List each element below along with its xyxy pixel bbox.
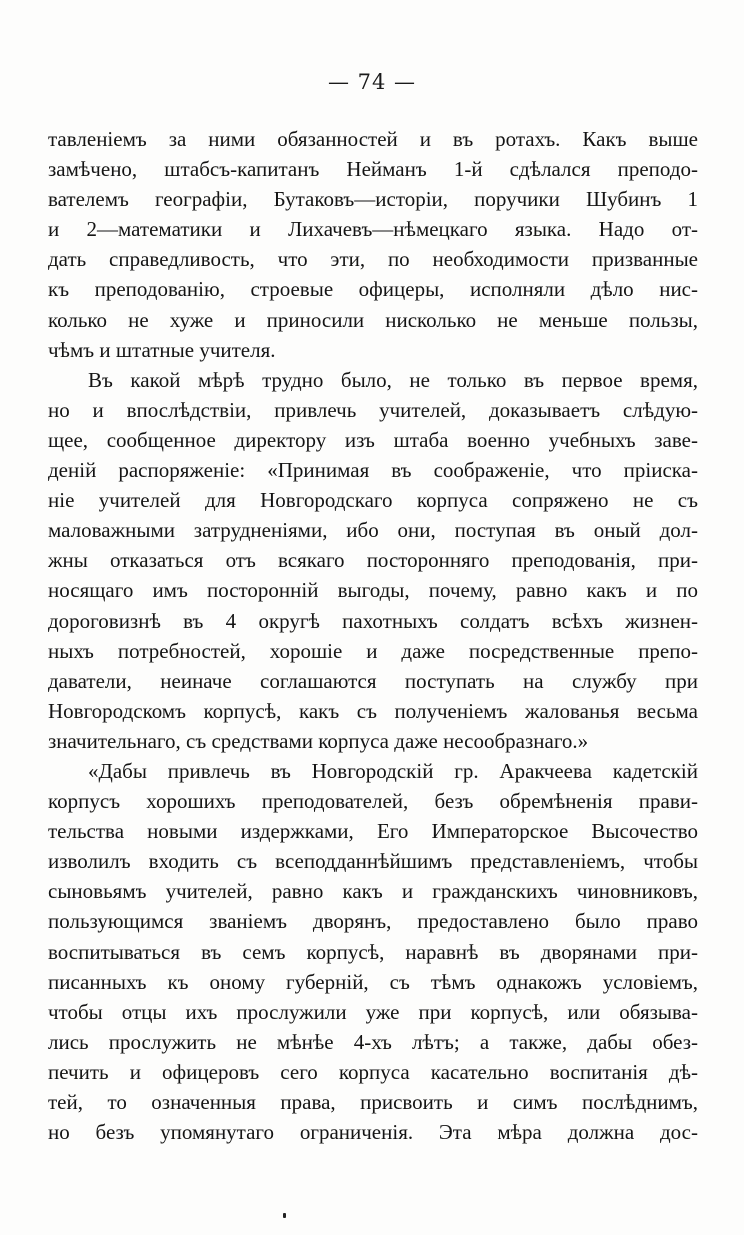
text-line: лись прослужить не мѣнѣе 4-хъ лѣтъ; а также, дабы обез- [48, 1029, 698, 1054]
text-line: значительнаго, съ средствами корпуса даже несообразнаго.» [48, 728, 589, 753]
ink-speck [283, 1213, 286, 1218]
text-line: пользующимся званіемъ дворянъ, предоставлено было право [48, 909, 698, 934]
text-line: но безъ упомянутаго ограниченія. Эта мѣра должна дос- [48, 1120, 698, 1145]
text-line: Новгородскомъ корпусѣ, какъ съ полученіемъ жалованья весьма [48, 698, 698, 723]
body-text [48, 124, 698, 1147]
text-line: чѣмъ и штатные учителя. [48, 337, 276, 362]
text-line: ніе учителей для Новгородскаго корпуса сопряжено не съ [48, 488, 698, 513]
text-line: но и впослѣдствіи, привлечь учителей, доказываетъ слѣдую- [48, 397, 698, 422]
text-line: даватели, неиначе соглашаются поступать на службу при [48, 668, 698, 693]
paragraph-start-line: Въ какой мѣрѣ трудно было, не только въ первое время, [88, 367, 698, 392]
text-line: печить и офицеровъ сего корпуса касательно воспитанія дѣ- [48, 1059, 698, 1084]
text-line: замѣчено, штабсъ-капитанъ Нейманъ 1-й сдѣлался преподо- [48, 157, 698, 182]
text-line: чтобы отцы ихъ прослужили уже при корпусѣ, или обязыва- [48, 999, 698, 1024]
text-line: маловажными затрудненіями, ибо они, поступая въ оный дол- [48, 518, 698, 543]
text-line: колько не хуже и приносили нисколько не меньше пользы, [48, 307, 698, 332]
text-line: тей, то означенныя права, присвоить и симъ послѣднимъ, [48, 1090, 698, 1114]
text-line: тавленіемъ за ними обязанностей и въ ротахъ. Какъ выше [48, 127, 698, 151]
text-line: воспитываться въ семъ корпусѣ, наравнѣ въ дворянами при- [48, 939, 698, 964]
text-line: дать справедливость, что эти, по необходимости призванные [48, 247, 698, 272]
paragraph-start-line: «Дабы привлечь въ Новгородскій гр. Аракчеева кадетскій [88, 758, 698, 783]
text-line: и 2—математики и Лихачевъ—нѣмецкаго языка. Надо от- [48, 217, 698, 242]
page-number: — 74 — [327, 70, 417, 94]
text-line: сыновьямъ учителей, равно какъ и гражданскихъ чиновниковъ, [48, 879, 698, 904]
text-line: деній распоряженіе: «Принимая въ соображеніе, что пріиска- [48, 458, 698, 483]
text-line: писанныхъ къ оному губерній, съ тѣмъ однакожъ условіемъ, [48, 969, 698, 994]
text-line: вателемъ географіи, Бутаковъ—исторіи, поручики Шубинъ 1 [48, 187, 698, 212]
text-line: носящаго имъ посторонній выгоды, почему, равно какъ и по [48, 578, 698, 603]
text-line: изволилъ входить съ всеподданнѣйшимъ представленіемъ, чтобы [48, 849, 698, 874]
text-line: щее, сообщенное директору изъ штаба военно учебныхъ заве- [48, 427, 698, 452]
text-line: корпусъ хорошихъ преподователей, безъ обремѣненія прави- [48, 789, 698, 814]
text-line: къ преподованію, строевые офицеры, исполняли дѣло нис- [48, 277, 698, 302]
text-line: ныхъ потребностей, хорошіе и даже посредственные препо- [48, 638, 698, 663]
text-line: дороговизнѣ въ 4 округѣ пахотныхъ солдатъ всѣхъ жизнен- [48, 608, 698, 633]
text-line: тельства новыми издержками, Его Императорское Высочество [48, 819, 698, 844]
text-line: жны отказаться отъ всякаго посторонняго преподованія, при- [48, 548, 698, 573]
